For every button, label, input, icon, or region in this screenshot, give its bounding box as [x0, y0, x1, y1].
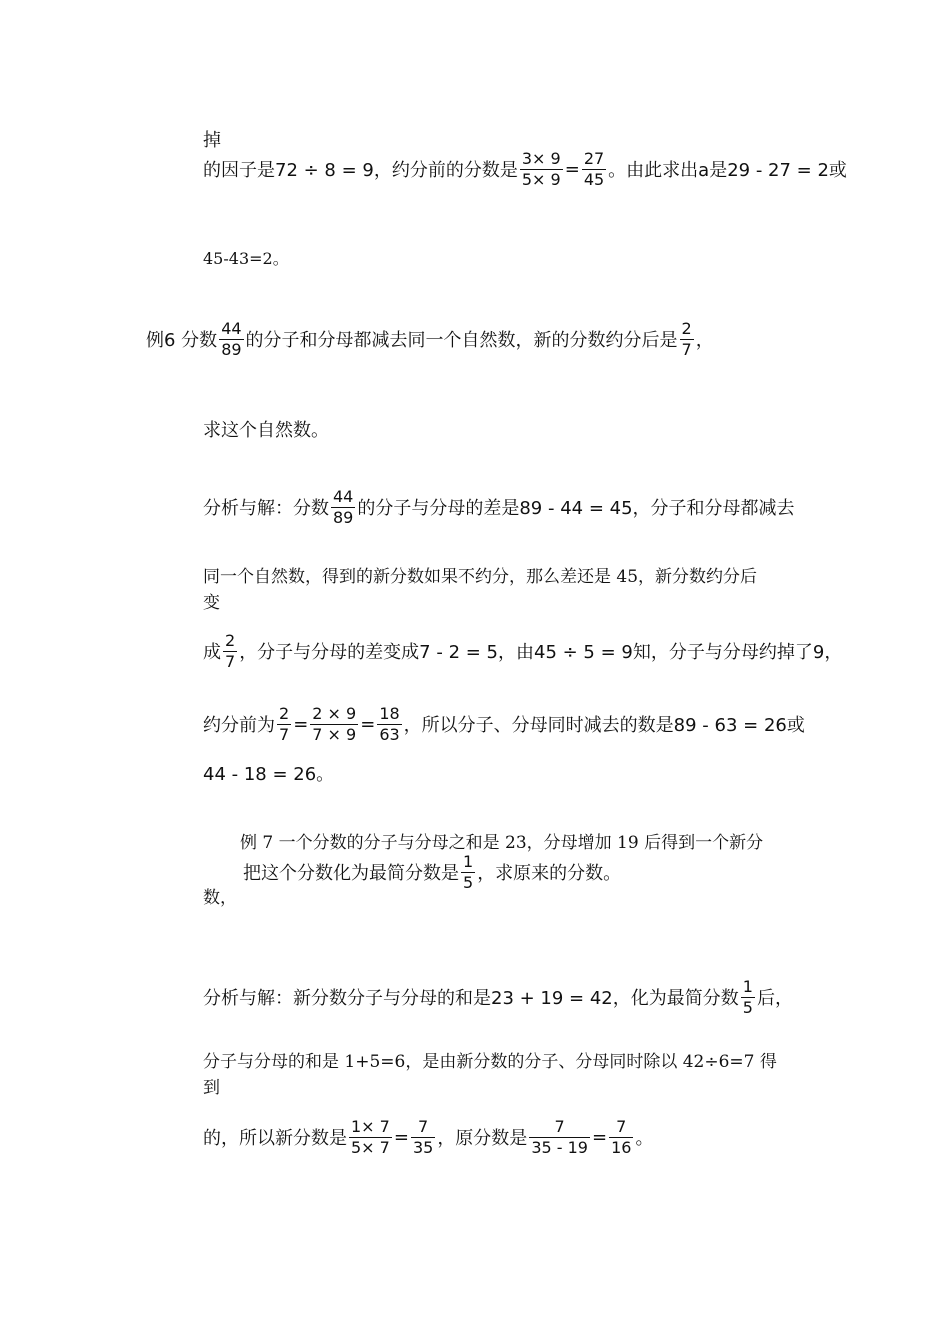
text: 的，所以新分数是 [203, 1128, 347, 1150]
text: 。 [635, 1128, 654, 1150]
equation-line [203, 632, 842, 670]
fraction: $\frac{1}{5}$ [742, 977, 753, 1017]
fraction: $\frac{1}{5}$ [463, 852, 474, 892]
fraction: $\frac{2}{7}$ [681, 319, 692, 359]
text: 45-43=2。 [203, 249, 289, 268]
text: 掉 [203, 130, 221, 151]
text: 44 - 18 = 26。 [203, 764, 335, 785]
equals-sign: = [393, 1126, 409, 1148]
text-line [203, 883, 237, 908]
equals-sign: = [564, 158, 580, 180]
fraction: $\frac{2}{7}$ [279, 704, 290, 744]
fraction: $\frac{27}{45}$ [583, 149, 605, 189]
text: 把这个分数化为最简分数是 [243, 863, 459, 885]
text: 分析与解：新分数分子与分母的和是23 + 19 = 42，化为最简分数 [203, 988, 739, 1010]
text: 变 [203, 593, 220, 613]
text-line [203, 126, 221, 152]
text: 的因子是72 ÷ 8 = 9，约分前的分数是 [203, 160, 518, 182]
text: 约分前为 [203, 715, 275, 737]
text: ， [695, 330, 714, 352]
text-line [203, 246, 289, 269]
equation-line [203, 1118, 653, 1156]
equals-sign: = [591, 1126, 608, 1148]
text: 例6 分数 [146, 330, 218, 352]
analysis-7-line [203, 978, 793, 1016]
fraction: $\frac{18}{63}$ [379, 704, 400, 744]
text: 例 7 一个分数的分子与分母之和是 23，分母增加 19 后得到一个新分 [240, 833, 764, 853]
equals-sign: = [360, 713, 376, 735]
text-line [203, 1047, 777, 1072]
text-line [203, 562, 757, 587]
fraction: $\frac{7}{35}$ [412, 1117, 434, 1157]
text: 的分子与分母的差是89 - 44 = 45，分子和分母都减去 [357, 498, 795, 520]
text: ，分子与分母的差变成7 - 2 = 5，由45 ÷ 5 = 9知，分子与分母约掉了9， [239, 642, 843, 664]
text-line [203, 760, 334, 786]
text: 分析与解：分数 [203, 498, 329, 520]
example-7-line [240, 828, 763, 853]
fraction: $\frac{2}{7}$ [225, 631, 236, 671]
text-line [203, 416, 329, 442]
equation-line [203, 705, 805, 743]
text-line [203, 1073, 220, 1098]
equation-line [203, 150, 847, 188]
text: 到 [203, 1078, 220, 1098]
equals-sign: = [293, 713, 309, 735]
text: ，原分数是 [437, 1128, 528, 1150]
fraction: $\frac{7}{16}$ [611, 1117, 632, 1157]
text: 后， [756, 988, 793, 1010]
equation-line [243, 853, 621, 891]
text: 求这个自然数。 [203, 420, 329, 441]
fraction: $\frac{44}{89}$ [221, 319, 242, 359]
fraction: $\frac{44}{89}$ [333, 487, 354, 527]
text: 同一个自然数，得到的新分数如果不约分，那么差还是 45，新分数约分后 [203, 567, 758, 587]
fraction: $\frac{1\times 7}{5\times 7}$ [351, 1117, 390, 1157]
text: 分子与分母的和是 1+5=6，是由新分数的分子、分母同时除以 42÷6=7 得 [203, 1052, 777, 1072]
fraction: $\frac{2 \times 9}{7 \times 9}$ [312, 704, 357, 744]
text: 的分子和分母都减去同一个自然数，新的分数约分后是 [245, 330, 678, 352]
text: ，所以分子、分母同时减去的数是89 - 63 = 26或 [403, 715, 805, 737]
fraction: $\frac{3\times 9}{5\times 9}$ [521, 149, 561, 189]
example-6-line [146, 320, 714, 358]
fraction: $\frac{7}{35 - 19}$ [531, 1117, 588, 1157]
text: 成 [203, 642, 221, 664]
analysis-6-line [203, 488, 795, 526]
text: ，求原来的分数。 [477, 863, 622, 885]
text: 。由此求出a是29 - 27 = 2或 [608, 160, 847, 182]
text: 数， [203, 888, 237, 908]
text-line [203, 588, 220, 613]
